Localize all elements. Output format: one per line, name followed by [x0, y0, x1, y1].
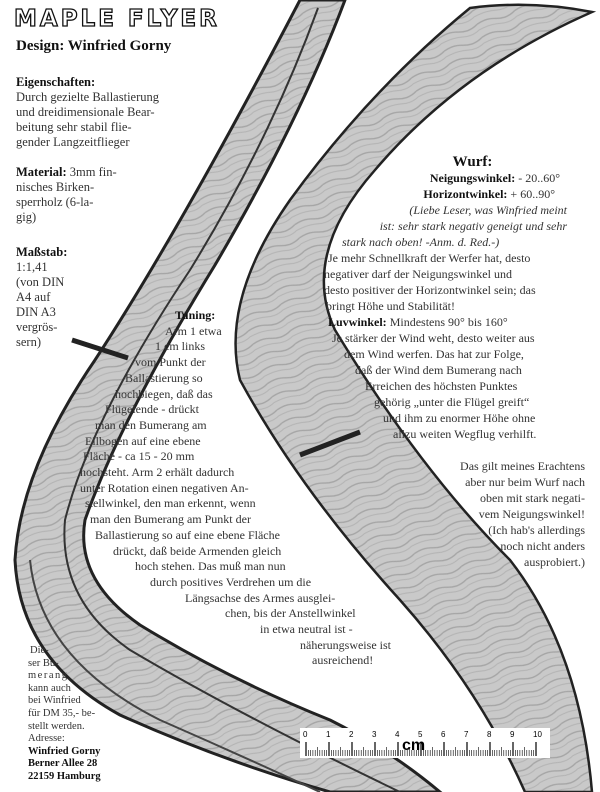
text-line: (Liebe Leser, was Winfried meint: [409, 203, 567, 217]
text-line: bringt Höhe und Stabilität!: [326, 299, 455, 313]
text-line: Ballastierung so: [125, 370, 203, 385]
ruler-label: 7: [464, 730, 469, 739]
text-line: hochsteht. Arm 2 erhält dadurch: [80, 465, 235, 480]
text-line: ausprobiert.): [524, 555, 585, 569]
text-line: stark nach oben! -Anm. d. Red.-): [342, 235, 500, 249]
eigenschaften-heading: Eigenschaften:: [16, 75, 96, 89]
text-line: ist: sehr stark negativ geneigt und sehr: [379, 219, 567, 233]
text-line: Je stärker der Wind weht, desto weiter aus: [332, 331, 535, 345]
text-line: Fläche - ca 15 - 20 mm: [83, 449, 195, 464]
text-line: Ellbogen auf eine ebene: [85, 433, 201, 448]
ruler-unit: cm: [402, 737, 426, 754]
text-line: desto positiver der Horizontwinkel sein; das: [324, 283, 536, 297]
wurf-heading: Wurf:: [452, 154, 493, 170]
text-line: man den Bumerang am: [95, 417, 207, 432]
address-city: 22159 Hamburg: [28, 770, 101, 782]
ruler-label: 8: [487, 730, 492, 739]
text-line: Erreichen des höchsten Punktes: [365, 379, 518, 393]
text-line: ausreichend!: [312, 653, 374, 668]
text-line: negativer darf der Neigungswinkel und: [324, 267, 512, 281]
text-line: Durch gezielte Ballastierung: [16, 90, 159, 104]
text-line: man den Bumerang am Punkt der: [90, 512, 251, 527]
tuning-heading: Tuning:: [175, 308, 216, 322]
ruler-label: 6: [441, 730, 446, 739]
text-line: (von DIN: [16, 275, 65, 289]
text-line: drückt, daß beide Armenden gleich: [113, 543, 282, 558]
text-line: sern): [16, 335, 41, 349]
text-line: gender Langzeitflieger: [16, 135, 130, 149]
ruler-label: 0: [303, 730, 308, 739]
text-line: bei Winfried: [28, 695, 81, 707]
text-line: Das gilt meines Erachtens: [460, 459, 585, 473]
text-line: noch nicht anders: [500, 539, 585, 553]
ruler-label: 2: [349, 730, 354, 739]
text-line: unter Rotation einen negativen An-: [80, 480, 249, 495]
text-line: merang: [28, 670, 69, 682]
text-line: und ihm zu enormer Höhe ohne: [383, 411, 536, 425]
text-line: ser Bu-: [28, 657, 59, 669]
text-line: kann auch: [28, 682, 71, 694]
text-line: hochbiegen, daß das: [115, 386, 213, 401]
text-line: und dreidimensionale Bear-: [16, 105, 155, 119]
horizont-label: Horizontwinkel:: [423, 187, 508, 201]
page-title: MAPLE FLYER: [14, 6, 220, 32]
text-line: näherungsweise ist: [300, 637, 391, 652]
text-line: nisches Birken-: [16, 180, 95, 194]
text-line: Adresse:: [28, 733, 65, 745]
material-section: [16, 165, 136, 225]
wurf-section: [320, 154, 595, 442]
horizont-value: + 60..90°: [510, 187, 555, 201]
text-line: 1:1,41: [16, 260, 48, 274]
author-comment: [405, 458, 585, 570]
text-line: chen, bis der Anstellwinkel: [225, 606, 356, 621]
ruler-label: 4: [395, 730, 400, 739]
text-line: 1 cm links: [155, 339, 205, 354]
text-line: A4 auf: [16, 290, 51, 304]
material-heading: Material:: [16, 165, 67, 179]
massstab-heading: Maßstab:: [16, 245, 68, 259]
text-line: oben mit stark negati-: [480, 491, 585, 505]
address-street: Berner Allee 28: [28, 758, 98, 770]
neigung-value: - 20..60°: [518, 171, 560, 185]
text-line: gehörig „unter die Flügel greift“: [374, 395, 530, 409]
scale-ruler: [300, 728, 550, 758]
address-name: Winfried Gorny: [28, 745, 101, 757]
ruler-label: 5: [418, 730, 423, 739]
text-line: Längsachse des Armes ausglei-: [185, 590, 336, 605]
text-line: Ballastierung so auf eine ebene Fläche: [95, 527, 280, 542]
text-line: aber nur beim Wurf nach: [465, 475, 585, 489]
neigung-label: Neigungswinkel:: [429, 171, 516, 185]
luv-label: Luvwinkel:: [328, 315, 387, 329]
text-line: Flügelende - drückt: [105, 402, 199, 417]
text-line: Je mehr Schnellkraft der Werfer hat, desto: [328, 251, 531, 265]
text-line: gig): [16, 210, 37, 224]
text-line: sperrholz (6-la-: [16, 195, 94, 209]
text-line: für DM 35,- be-: [28, 707, 96, 719]
text-line: Arm 1 etwa: [165, 323, 222, 338]
text-line: (Ich hab's allerdings: [488, 523, 585, 537]
luv-value: Mindestens 90° bis 160°: [389, 315, 508, 329]
text-line: 3mm fin-: [69, 165, 117, 179]
text-line: allzu weiten Wegflug verhilft.: [393, 427, 537, 441]
text-line: in etwa neutral ist -: [260, 622, 353, 637]
ruler-label: 9: [510, 730, 515, 739]
text-line: DIN A3: [16, 305, 56, 319]
eigenschaften-section: [16, 75, 216, 150]
text-line: vom Punkt der: [135, 355, 206, 370]
ruler-label: 3: [372, 730, 377, 739]
text-line: stellwinkel, den man erkennt, wenn: [85, 496, 256, 511]
text-line: Die-: [30, 645, 49, 656]
text-line: vem Neigungswinkel!: [478, 507, 585, 521]
text-line: dem Wind werfen. Das hat zur Folge,: [344, 347, 524, 361]
ruler-label: 1: [326, 730, 331, 739]
text-line: vergrös-: [16, 320, 58, 334]
ruler-label: 10: [533, 730, 542, 739]
text-line: stellt werden.: [28, 720, 85, 732]
text-line: hoch stehen. Das muß man nun: [135, 559, 286, 574]
text-line: durch positives Verdrehen um die: [150, 574, 312, 589]
text-line: daß der Wind dem Bumerang nach: [355, 363, 522, 377]
order-info: [28, 645, 143, 784]
text-line: beitung sehr stabil flie-: [16, 120, 132, 134]
design-credit: Design: Winfried Gorny: [16, 38, 172, 54]
